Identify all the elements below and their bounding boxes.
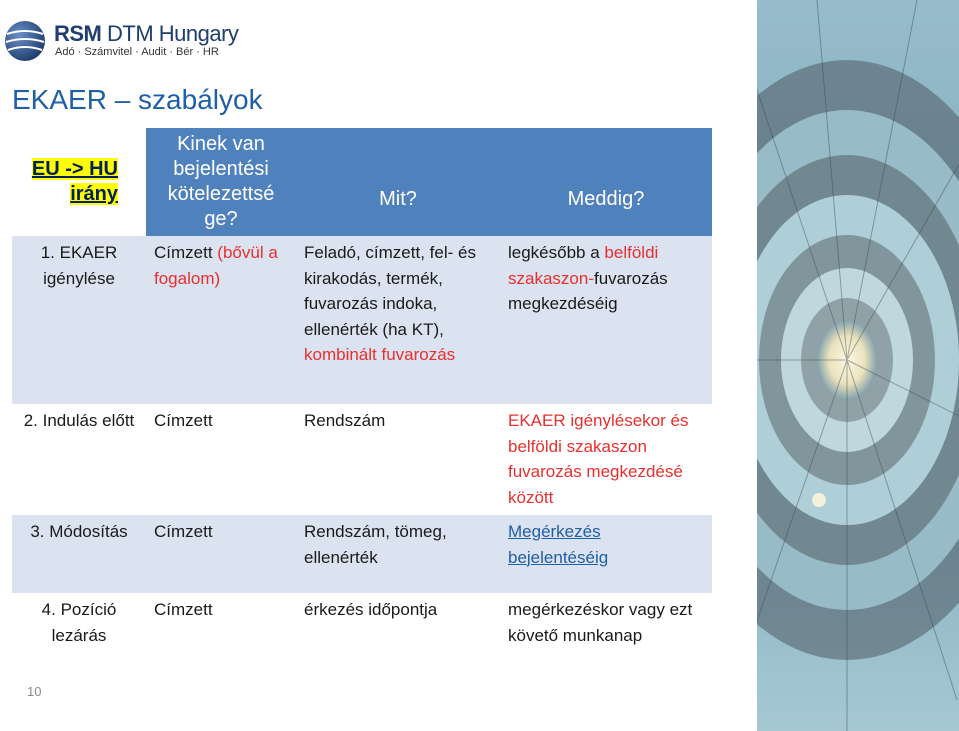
who-accent: (bővül a fogalom) (154, 243, 278, 288)
page-title: EKAER – szabályok (12, 84, 263, 115)
row-label: 1. EKAER igénylése (12, 236, 146, 404)
when-cell: Megérkezés bejelentéséig (500, 515, 712, 593)
company-logo (4, 18, 239, 66)
table-row (12, 236, 712, 404)
rules-table (12, 128, 712, 673)
what-cell: érkezés időpontja (296, 593, 500, 673)
logo-tagline: Adó · Számvitel · Audit · Bér · HR (55, 46, 219, 58)
globe-icon (4, 20, 46, 62)
what-accent: kombinált fuvarozás (304, 345, 456, 364)
who-cell: Címzett (bővül a fogalom) (146, 236, 296, 404)
table-row (12, 515, 712, 593)
when-accent: belföldi szakaszon- (508, 243, 659, 288)
logo-brand: RSM DTM Hungary (54, 21, 239, 46)
row-label: 2. Indulás előtt (12, 404, 146, 515)
spiral-staircase-image (757, 0, 959, 731)
who-cell: Címzett (146, 593, 296, 673)
row-label: 3. Módosítás (12, 515, 146, 593)
page-number: 10 (27, 684, 42, 699)
who-cell: Címzett (146, 404, 296, 515)
table-header-row (12, 128, 712, 236)
table-row (12, 593, 712, 673)
row-label: 4. Pozíció lezárás (12, 593, 146, 673)
when-cell: EKAER igénylésekor és belföldi szakaszon fuvarozás megkezdésé között (500, 404, 712, 515)
direction-header: EU -> HU irány (12, 128, 146, 236)
what-cell: Rendszám (296, 404, 500, 515)
what-header: Mit? (296, 128, 500, 236)
when-header: Meddig? (500, 128, 712, 236)
when-cell: legkésőbb a belföldi szakaszon-fuvarozás megkezdéséig (500, 236, 712, 404)
what-cell: Feladó, címzett, fel- és kirakodás, termék, fuvarozás indoka, ellenérték (ha KT), kombinált fuvarozás (296, 236, 500, 404)
when-cell: megérkezéskor vagy ezt követő munkanap (500, 593, 712, 673)
who-cell: Címzett (146, 515, 296, 593)
who-header: Kinek van bejelentési kötelezettsé ge? (146, 128, 296, 236)
table-row (12, 404, 712, 515)
what-cell: Rendszám, tömeg, ellenérték (296, 515, 500, 593)
